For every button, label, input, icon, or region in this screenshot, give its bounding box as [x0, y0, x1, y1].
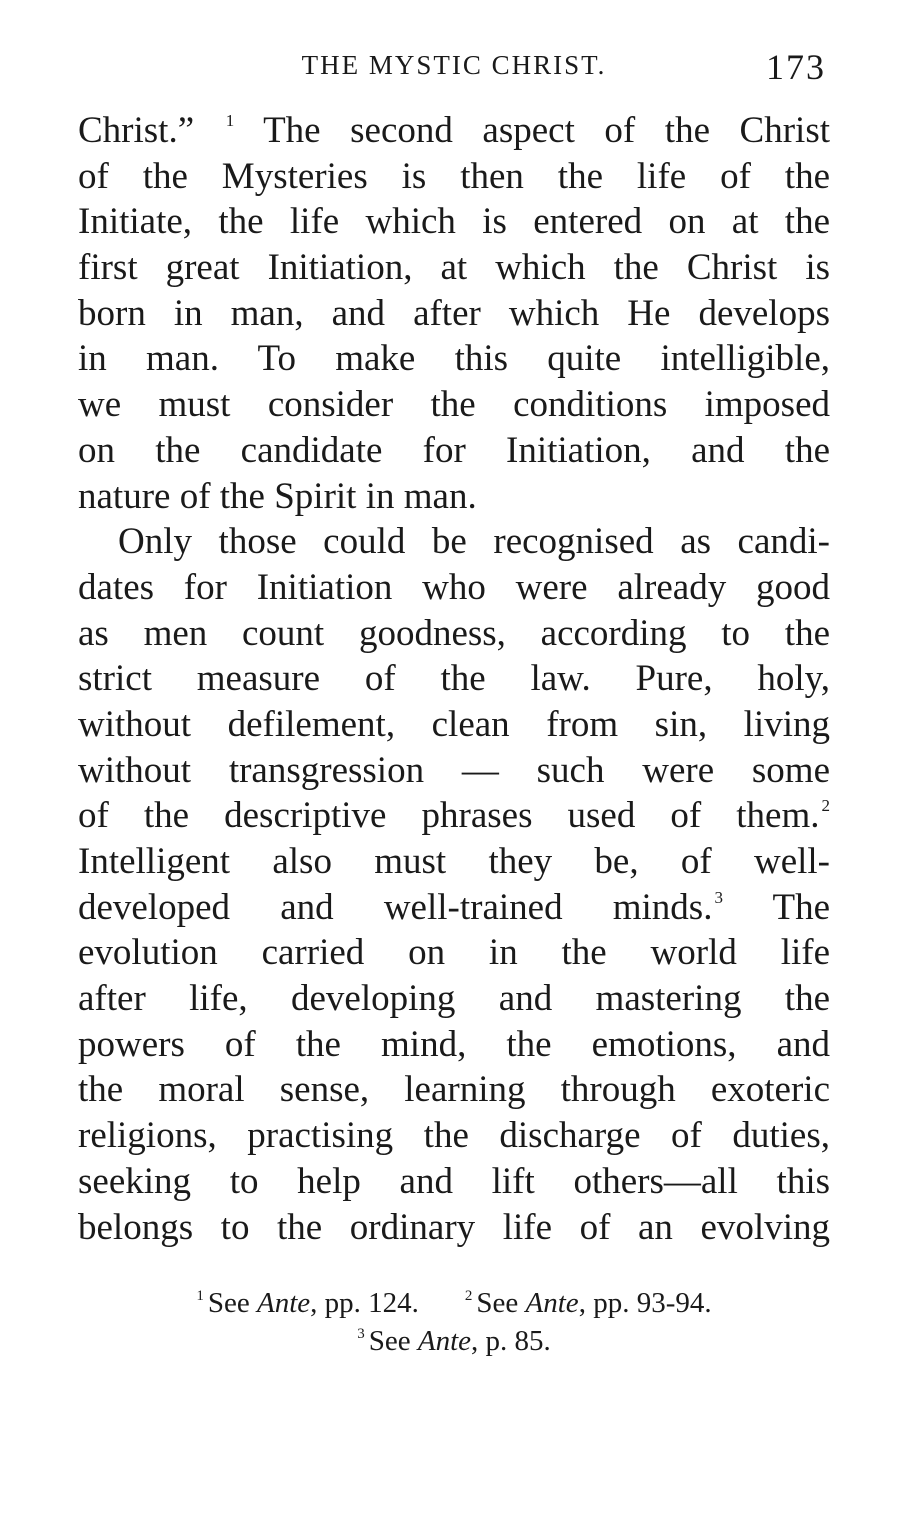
text-line: evolution carried on in the world life: [78, 932, 830, 974]
text-line: without transgression — such were some: [78, 749, 830, 791]
text-line: Only those could be recognised as candi-: [118, 521, 830, 563]
footnote-marker: 1: [225, 111, 235, 130]
text-line: developed and well-trained minds. $^3$ The: [78, 886, 830, 928]
footnotes: [78, 1284, 830, 1360]
text-line: we must consider the conditions imposed: [78, 384, 830, 426]
text-line: after life, developing and mastering the: [78, 978, 830, 1020]
text-line: of the descriptive phrases used of them. $^2$: [78, 795, 830, 837]
text-line: the moral sense, learning through exoteric: [78, 1069, 830, 1111]
footnote-marker: 2: [821, 796, 830, 816]
text-line: nature of the Spirit in man.: [78, 475, 477, 517]
text-line: on the candidate for Initiation, and the: [78, 429, 830, 471]
footnote-2: $^2$ See Ante, pp. 93-94.: [464, 1287, 712, 1319]
text-line: born in man, and after which He develops: [78, 292, 830, 334]
footnote-line: [78, 1322, 830, 1360]
text-line: religions, practising the discharge of duties,: [78, 1115, 830, 1157]
running-title: THE MYSTIC CHRIST.: [301, 50, 607, 80]
page-number: 173: [766, 47, 826, 87]
text-line: Initiate, the life which is entered on at the: [78, 201, 830, 243]
text-line: in man. To make this quite intelligible,: [78, 338, 830, 380]
text-line: first great Initiation, at which the Christ is: [78, 247, 830, 289]
text-line: Christ.” $^1$ The second aspect of the Christ: [78, 110, 830, 151]
footnote-line: [78, 1284, 830, 1322]
text-line: without defilement, clean from sin, living: [78, 703, 830, 745]
text-line: seeking to help and lift others—all this: [78, 1160, 830, 1202]
body-text: [78, 108, 830, 1250]
text-line: of the Mysteries is then the life of the: [78, 155, 830, 197]
text-line: as men count goodness, according to the: [78, 612, 830, 654]
text-line: powers of the mind, the emotions, and: [78, 1023, 830, 1065]
footnote-1: $^1$ See Ante, pp. 124.: [196, 1287, 419, 1319]
footnote-3: $^3$ See Ante, p. 85.: [357, 1325, 551, 1357]
text-line: Intelligent also must they be, of well-: [78, 841, 830, 882]
running-head: [78, 48, 830, 88]
footnote-marker: 3: [714, 887, 723, 907]
text-line: strict measure of the law. Pure, holy,: [78, 658, 830, 700]
text-line: belongs to the ordinary life of an evolving: [78, 1206, 830, 1248]
text-line: dates for Initiation who were already good: [78, 566, 830, 608]
